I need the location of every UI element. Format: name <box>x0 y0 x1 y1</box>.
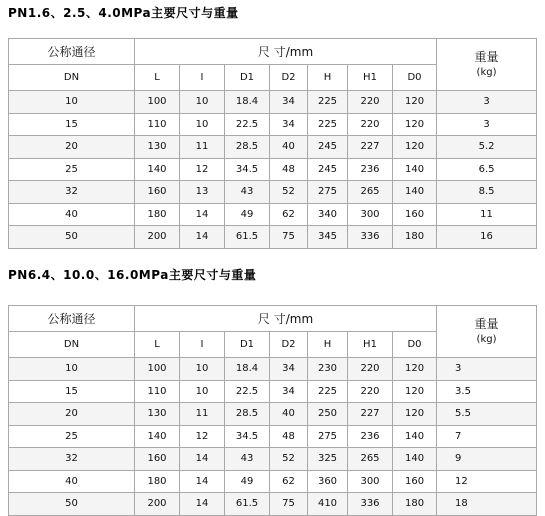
cell-d0: 180 <box>393 493 437 516</box>
cell-l: 100 <box>135 358 180 381</box>
cell-weight: 6.5 <box>437 158 537 181</box>
cell-h1: 220 <box>348 91 393 114</box>
cell-i: 14 <box>180 226 225 249</box>
header-weight-label: 重量 <box>474 316 499 331</box>
cell-i: 10 <box>180 91 225 114</box>
cell-weight: 8.5 <box>437 181 537 204</box>
header-dimensions: 尺 寸/mm <box>135 306 437 332</box>
cell-d2: 52 <box>270 448 308 471</box>
cell-weight: 18 <box>437 493 537 516</box>
table-row <box>9 158 537 181</box>
cell-i: 14 <box>180 448 225 471</box>
cell-h: 225 <box>308 91 348 114</box>
table-row <box>9 448 537 471</box>
cell-l: 180 <box>135 203 180 226</box>
cell-weight: 3 <box>437 358 537 381</box>
cell-h1: 300 <box>348 203 393 226</box>
cell-d0: 120 <box>393 91 437 114</box>
cell-i: 14 <box>180 493 225 516</box>
table-row <box>9 136 537 159</box>
cell-weight: 5.5 <box>437 403 537 426</box>
cell-h: 410 <box>308 493 348 516</box>
cell-h1: 336 <box>348 226 393 249</box>
table-row <box>9 181 537 204</box>
header-weight-unit: (kg) <box>476 333 497 345</box>
cell-i: 10 <box>180 380 225 403</box>
cell-dn: 50 <box>9 493 135 516</box>
cell-h: 230 <box>308 358 348 381</box>
header-col-h1: H1 <box>348 332 393 358</box>
cell-weight: 7 <box>437 425 537 448</box>
cell-d0: 120 <box>393 403 437 426</box>
cell-h: 245 <box>308 136 348 159</box>
cell-d2: 48 <box>270 425 308 448</box>
header-col-d2: D2 <box>270 65 308 91</box>
cell-weight: 12 <box>437 470 537 493</box>
cell-d0: 140 <box>393 158 437 181</box>
cell-l: 110 <box>135 113 180 136</box>
table-row <box>9 403 537 426</box>
cell-d0: 120 <box>393 136 437 159</box>
cell-h1: 236 <box>348 425 393 448</box>
cell-d2: 34 <box>270 380 308 403</box>
cell-dn: 20 <box>9 136 135 159</box>
cell-h1: 220 <box>348 380 393 403</box>
cell-l: 140 <box>135 158 180 181</box>
cell-dn: 20 <box>9 403 135 426</box>
cell-i: 10 <box>180 358 225 381</box>
cell-d0: 140 <box>393 425 437 448</box>
cell-l: 130 <box>135 403 180 426</box>
header-col-d2: D2 <box>270 332 308 358</box>
cell-d2: 40 <box>270 136 308 159</box>
header-nominal: 公称通径 <box>9 306 135 332</box>
cell-h: 250 <box>308 403 348 426</box>
cell-i: 12 <box>180 158 225 181</box>
cell-i: 12 <box>180 425 225 448</box>
cell-d2: 48 <box>270 158 308 181</box>
cell-l: 200 <box>135 226 180 249</box>
cell-h1: 220 <box>348 113 393 136</box>
cell-weight: 9 <box>437 448 537 471</box>
table-1-body <box>9 91 537 249</box>
cell-d0: 160 <box>393 203 437 226</box>
cell-d2: 62 <box>270 470 308 493</box>
cell-d1: 22.5 <box>225 380 270 403</box>
cell-h1: 300 <box>348 470 393 493</box>
cell-h: 225 <box>308 113 348 136</box>
cell-dn: 15 <box>9 113 135 136</box>
cell-d1: 34.5 <box>225 158 270 181</box>
header-dimensions: 尺 寸/mm <box>135 39 437 65</box>
cell-d1: 28.5 <box>225 136 270 159</box>
header-dn: DN <box>9 332 135 358</box>
header-weight-label: 重量 <box>474 49 499 64</box>
header-col-d0: D0 <box>393 65 437 91</box>
cell-dn: 10 <box>9 91 135 114</box>
table-row <box>9 226 537 249</box>
cell-d0: 140 <box>393 448 437 471</box>
cell-h: 275 <box>308 425 348 448</box>
cell-i: 11 <box>180 136 225 159</box>
cell-dn: 50 <box>9 226 135 249</box>
cell-d1: 49 <box>225 470 270 493</box>
cell-weight: 3 <box>437 91 537 114</box>
header-col-d0: D0 <box>393 332 437 358</box>
cell-dn: 40 <box>9 470 135 493</box>
cell-h: 360 <box>308 470 348 493</box>
spec-table-2 <box>8 305 537 516</box>
cell-d2: 34 <box>270 91 308 114</box>
cell-l: 130 <box>135 136 180 159</box>
cell-d0: 120 <box>393 380 437 403</box>
cell-l: 160 <box>135 448 180 471</box>
header-col-d1: D1 <box>225 65 270 91</box>
cell-l: 110 <box>135 380 180 403</box>
table-row <box>9 358 537 381</box>
cell-d2: 52 <box>270 181 308 204</box>
cell-d1: 49 <box>225 203 270 226</box>
cell-dn: 32 <box>9 448 135 471</box>
cell-d2: 75 <box>270 226 308 249</box>
cell-d1: 18.4 <box>225 91 270 114</box>
header-col-i: I <box>180 332 225 358</box>
table-1-title: PN1.6、2.5、4.0MPa主要尺寸与重量 <box>8 6 239 20</box>
cell-d0: 140 <box>393 181 437 204</box>
cell-d1: 61.5 <box>225 493 270 516</box>
cell-h1: 236 <box>348 158 393 181</box>
spec-table-1 <box>8 38 537 249</box>
cell-weight: 3 <box>437 113 537 136</box>
header-dn: DN <box>9 65 135 91</box>
cell-weight: 5.2 <box>437 136 537 159</box>
cell-d2: 34 <box>270 358 308 381</box>
cell-l: 160 <box>135 181 180 204</box>
header-weight <box>437 39 537 91</box>
cell-d0: 180 <box>393 226 437 249</box>
cell-i: 13 <box>180 181 225 204</box>
cell-d1: 22.5 <box>225 113 270 136</box>
cell-h: 245 <box>308 158 348 181</box>
header-col-d1: D1 <box>225 332 270 358</box>
cell-dn: 15 <box>9 380 135 403</box>
cell-d1: 43 <box>225 448 270 471</box>
table-2-body <box>9 358 537 516</box>
cell-d0: 120 <box>393 113 437 136</box>
header-col-l: L <box>135 332 180 358</box>
table-row <box>9 203 537 226</box>
cell-h1: 220 <box>348 358 393 381</box>
cell-d1: 28.5 <box>225 403 270 426</box>
cell-dn: 25 <box>9 425 135 448</box>
cell-dn: 25 <box>9 158 135 181</box>
header-col-h1: H1 <box>348 65 393 91</box>
cell-weight: 11 <box>437 203 537 226</box>
cell-l: 100 <box>135 91 180 114</box>
cell-h: 325 <box>308 448 348 471</box>
cell-d2: 34 <box>270 113 308 136</box>
cell-d2: 40 <box>270 403 308 426</box>
cell-h1: 265 <box>348 448 393 471</box>
cell-dn: 40 <box>9 203 135 226</box>
cell-h: 275 <box>308 181 348 204</box>
cell-d1: 18.4 <box>225 358 270 381</box>
cell-weight: 16 <box>437 226 537 249</box>
cell-l: 200 <box>135 493 180 516</box>
table-row <box>9 470 537 493</box>
cell-i: 14 <box>180 203 225 226</box>
cell-h1: 227 <box>348 403 393 426</box>
cell-h1: 265 <box>348 181 393 204</box>
cell-d0: 120 <box>393 358 437 381</box>
header-weight-unit: (kg) <box>476 66 497 78</box>
cell-d1: 34.5 <box>225 425 270 448</box>
cell-i: 11 <box>180 403 225 426</box>
table-row <box>9 91 537 114</box>
header-col-h: H <box>308 65 348 91</box>
cell-h1: 336 <box>348 493 393 516</box>
table-row <box>9 425 537 448</box>
header-nominal: 公称通径 <box>9 39 135 65</box>
cell-dn: 32 <box>9 181 135 204</box>
cell-l: 180 <box>135 470 180 493</box>
header-col-h: H <box>308 332 348 358</box>
cell-i: 10 <box>180 113 225 136</box>
cell-h: 340 <box>308 203 348 226</box>
table-row <box>9 380 537 403</box>
cell-d0: 160 <box>393 470 437 493</box>
cell-h: 345 <box>308 226 348 249</box>
cell-d2: 62 <box>270 203 308 226</box>
cell-h1: 227 <box>348 136 393 159</box>
header-col-l: L <box>135 65 180 91</box>
table-row <box>9 113 537 136</box>
cell-d1: 43 <box>225 181 270 204</box>
cell-l: 140 <box>135 425 180 448</box>
cell-d2: 75 <box>270 493 308 516</box>
header-col-i: I <box>180 65 225 91</box>
cell-d1: 61.5 <box>225 226 270 249</box>
cell-i: 14 <box>180 470 225 493</box>
cell-h: 225 <box>308 380 348 403</box>
cell-dn: 10 <box>9 358 135 381</box>
table-2-title: PN6.4、10.0、16.0MPa主要尺寸与重量 <box>8 268 257 282</box>
header-weight <box>437 306 537 358</box>
cell-weight: 3.5 <box>437 380 537 403</box>
